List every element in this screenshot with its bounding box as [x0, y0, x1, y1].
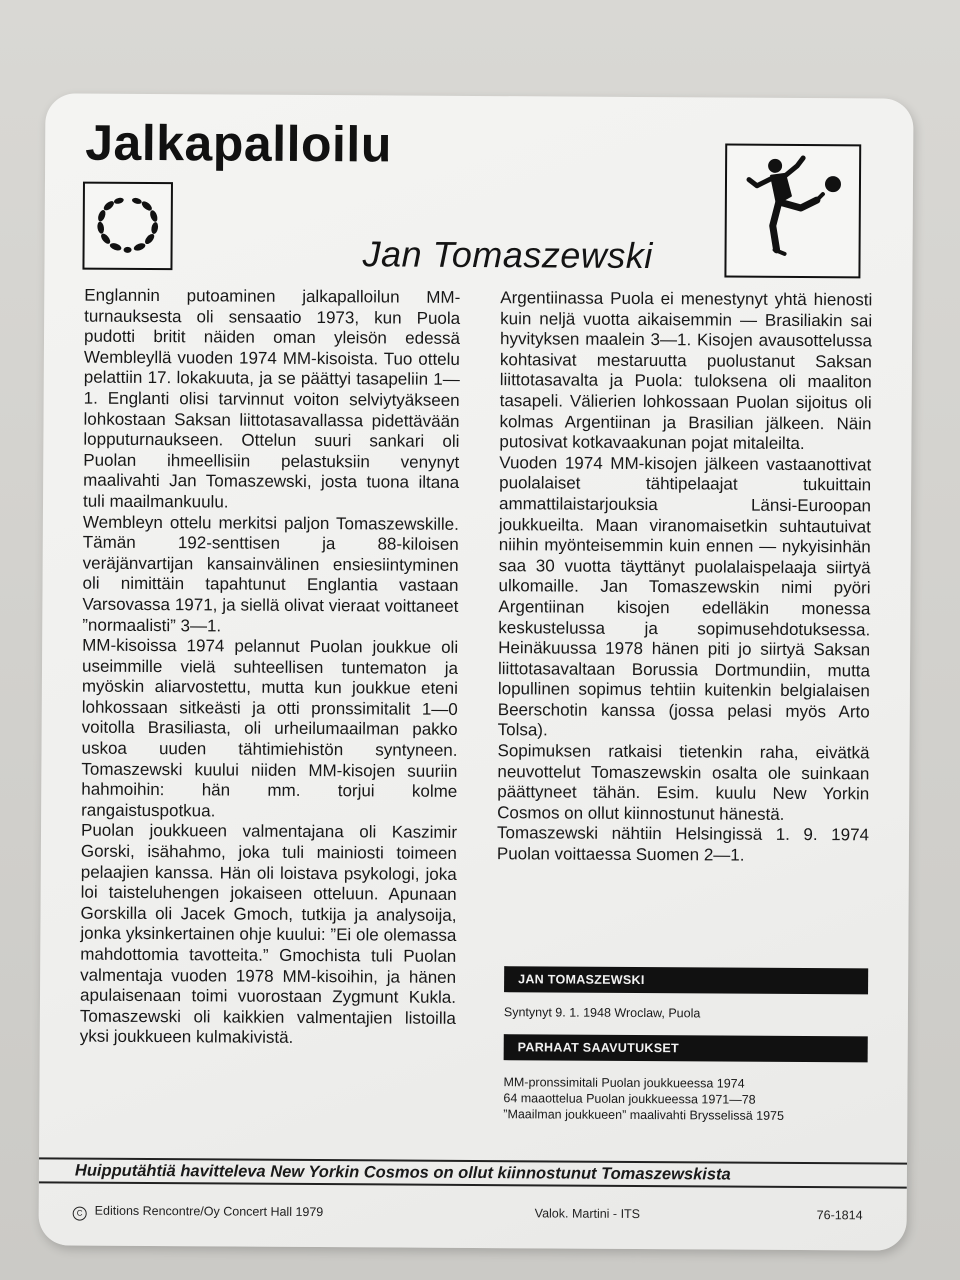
- article-paragraph: Englannin putoaminen jalkapalloilun MM-turnauksesta oli sensaatio 1973, kun Puola pudotti britit näiden oman yleisön edessä Wembleyllä vuoden 1974 MM-kisoista. Tuo ottelu pelattiin 17. lokakuuta, ja se päättyi tasapeliin 1—1. Englanti olisi tarvinnut voiton selviytyäkseen lohkostaan Saksan liittotasavallassa pidettävään lopputurnaukseen. Ottelun suuri sankari oli Puolan ihmeellisiin pelastuksiin venynyt maalivahti Jan Tomaszewski, josta tuona iltana tuli maailmankuulu.: [82, 285, 461, 512]
- publisher-credit: [73, 1204, 324, 1223]
- article-paragraph: Tomaszewski nähtiin Helsingissä 1. 9. 1974 Puolan voittaessa Suomen 2—1.: [496, 823, 870, 865]
- copyright-icon: C: [73, 1207, 87, 1221]
- achievement-item: MM-pronssimitali Puolan joukkueessa 1974: [503, 1075, 745, 1091]
- article-paragraph: Wembleyn ottelu merkitsi paljon Tomaszewskille. Tämän 192-senttisen ja 88-kiloisen veräjänvartijan kansainvälinen ensiesiintyminen oli nimittäin tapahtunut Englantia vastaan Varsovassa 1971, ja siellä olivat vieraat voittaneet ”normaalisti” 3—1.: [82, 512, 459, 635]
- publisher-text: Editions Rencontre/Oy Concert Hall 1979: [94, 1203, 324, 1220]
- article-left-column: [80, 286, 461, 1050]
- achievements-list: [503, 1074, 863, 1124]
- player-name-header: JAN TOMASZEWSKI: [504, 966, 868, 994]
- achievement-item: 64 maaottelua Puolan joukkueessa 1971—78: [503, 1091, 756, 1107]
- player-name: Jan Tomaszewski: [362, 233, 653, 277]
- article-paragraph: Argentiinassa Puola ei menestynyt yhtä hienosti kuin neljä vuotta aikaisemmin — Brasiliakin sai hyvityksen maalein 3—1. Kisojen avausottelussa kohtasivat mestaruutta puolustanut Saksan liittotasavalta ja Puola: tuloksena oli maaliton tasapeli. Välierien lohkossaan Puolan sijoitus oli kolmas Argentiinan ja Brasilian jälkeen. Näin putosivat kotkavaakunan pojat mitaleilta.: [499, 288, 873, 454]
- pictogram-frame: [724, 144, 861, 279]
- article-paragraph: MM-kisoissa 1974 pelannut Puolan joukkue oli useimmille vielä suhteellisen tuntematon ja myöskin aliarvostettu, mutta kun joukkue eteni lohkossaan sitkeästi ja otti pronssimitalit 1—0 voitolla Brasiliasta, oli urheilumaailman pakko uskoa uuden tähtimiehistön syntyneen. Tomaszewski kuului niiden MM-kisojen suuriin hahmoihin: hän mm. torjui kolme rangaistuspotkua.: [81, 635, 459, 821]
- article-paragraph: Vuoden 1974 MM-kisojen jälkeen vastaanottivat puolalaiset tähtipelaajat tukuittain ammattilaistarjouksia Länsi-Euroopan joukkueilta. Maan viranomaisetkin suhtautuivat niihin myönteisemmin kuin ennen — nykyisinhän saa 30 vuotta täyttänyt puolalaispelaaja siirtyä ulkomaille. Jan Tomaszewskin nimi pyöri Argentiinan kisojen edelläkin monessa keskustelussa ja sopimusehdotuksessa. Heinäkuussa 1978 hänen piti jo siirtyä Saksan liittotasavaltaan Borussia Dortmundiin, mutta lopullinen sopimus tehtiin kuitenkin belgialaisen Beerschotin kanssa (jossa pelasi myös Arto Tolsa).: [497, 452, 872, 740]
- article-right-column: [497, 288, 873, 867]
- achievements-header: PARHAAT SAAVUTUKSET: [504, 1034, 868, 1062]
- article-paragraph: Puolan joukkueen valmentajana oli Kaszimir Gorski, isähahmo, joka tuli mainiosti toimeen pelaajien kanssa. Hän oli loistava psykologi, joka loi taisteluhengen jokaiseen otteluun. Apunaan Gorskilla oli Jacek Gmoch, tutkija ja analysoija, jonka yksinkertainen ohje kuului: ”Ei ole olemassa mahdottomia tavotteita.” Gmochista tuli Puolan valmentaja vuoden 1978 MM-kisoihin, ja hänen apulaisenaan toimi vuorostaan Zygmunt Kukla. Tomaszewski oli kaikkien valmentajien listoilla yksi joukkueen kulmakivistä.: [79, 821, 458, 1048]
- sports-card: [38, 93, 913, 1250]
- football-player-kicking-icon: [726, 146, 859, 277]
- article-paragraph: Sopimuksen ratkaisi tietenkin raha, eivätkä neuvottelut Tomaszewskin osalta ole suinkaan päättyneet tähän. Esim. kuulu New Yorkin Cosmos on ollut kiinnostunut hänestä.: [497, 741, 870, 824]
- card-number: 76-1814: [816, 1208, 863, 1223]
- photo-credit: Valok. Martini - ITS: [534, 1206, 641, 1222]
- emblem-frame: [82, 182, 173, 271]
- sport-title: Jalkapalloilu: [85, 114, 393, 173]
- achievement-item: ”Maailman joukkueen” maalivahti Brysselissä 1975: [503, 1107, 785, 1123]
- birth-info: Syntynyt 9. 1. 1948 Wroclaw, Puola: [503, 1005, 701, 1021]
- laurel-wreath-icon: [84, 184, 171, 269]
- photo-caption: Huipputähtiä havitteleva New Yorkin Cosmos on ollut kiinnostunut Tomaszewskista: [74, 1161, 731, 1184]
